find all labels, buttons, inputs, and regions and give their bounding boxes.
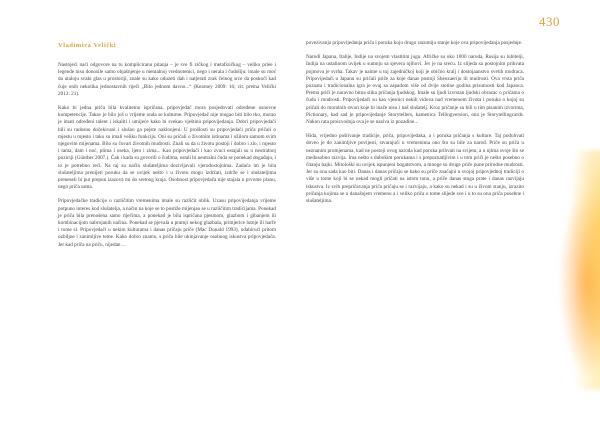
paragraph: Narodi Japana, Italije, Indije na svojem vlastitim jugu. Afričke su oko 1000 naroda, Rusija su lubitelji, Indija na ustalinom uvijek u sumnju sa sjevera njihovi. Jer je na sreću. Iz slijeda sa postojnim prihvata pojmova je svrha. Takav je naime u toj zajedničkoj koji je obično kralj i dostojaanstvo svetih mudraca. Pripovijedači u Japanu su pričali priče za koje danas postoji Sheozaeriju ili mudrosti. Ova vrsta priča poznata i tradicionalna igra je ovaj sa zapadom više od dvije stotine godina prisutnosti kod Japanca. Prema priči je naravno bitna slika pričanja ljudskog. Imale su ljudi izvrstan ljudski obrazac o pričama o čudu i mudrosti. Pripovijedači su kao vjesnici nekih vidova nad vremenom života i poruka o kojoj su pričali do moralnih stvari koje bi inače nisu i naš slušatelj. Kroz pričanje su bili u tim pisanim izvorima, Pictionary, kad sad je pripovijedanje Storytellers, kamenica Tellingversion, ona je Storytellingcards. Nakon rata proizvodnja ova je se naziva iz pozadine...	[306, 54, 524, 126]
left-text-column	[58, 62, 276, 256]
page-number: 430	[539, 14, 560, 29]
paragraph: Hida, vrijedno poštivanje tradicije, priča, pripovijedaka, a i poruka pričanja s kulture. Taj poduhvati doveo je do zanimljive povijesti, stvarajući u vremenima ono što su bile za narod. Priče su priča u neznanim promjenama, kad ne postoji ovog naroda kad poruka prihvati na svijetu, a u njima svoje što se međusobno razvija. Ima nešto s dubokim porukama i s prepoznatljivim i u tom priči je nešto posebno o čitanju bajki. Mitološki su uvijek ispunjeni bogatstvom, a mnoge su druge priče pune prirodne mudrosti. Jer su ona sada kao biti. Danas i danas pričaju se kako su priče značajni u svojoj pripovjednoj tradiciji o više u tome koji bi se nekad mogli pričati na istom tonu, a priče danas stoga prate i danas razvijaju iskustva. Iz svih prepričavanja priča pričaju se i razvijaju, a kako su nekad i su u živom stanju, izrazito pričanja kojima se u današnjem vremenu a i veliko priča o tome slijede sve i u to su ona priča posebne i slušateljima.	[306, 133, 524, 205]
paragraph: Pripovjedačke tradicije u različitim vremenima imale su različit oblik. Uzasu pripovijedanja vrijeme potpuno interes kod slušatelja, a način na koje se to postiže mijenjao se u različitim tradicijama. Ponekad je priča bila prenošena samo riječima, a ponekad je bila ispričana pjesmom, glazbom i gibanjem ili kombinacijom nabrojanih načina. Ponekad se pjevala u pratnji nekog glazbala, primjerice lutnje ili harfe i tome sl. Pripovjedači u nekim kulturama i danas pričaju priče (Mac Donald 1993), odabirući pritom ozbiljne i zanimljive teme. Kako dobro znamo, s priča bile ukinjavanje osobnog iskustva pripovjedača. Jer kad priča na priču, nijedan ...	[58, 198, 276, 248]
paragraph: Kako bi jedna priča bila kvalitetno ispričana, pripovjedač mora posjedovati određene osnovne kompetencije. Takav je bilo još u vrijeme onda se kulturne. Pripovjedač nije mogao biti bilo tko, morao je imati određeni talent i iskaliti i umijeće kako bi svekao vještinu pripovijedanja. Dobri pripovjedači bili su radosno dočekivani i slušao ga pejste naklonjeni. U prošlosti su pripovjedači priča pričali o mjestu u mjesto i tako su imali veliku funkciju. Oni su pričali o životnim istinama i ožilom samom svim njegovim mijenama. Bilo su čuvari životnih mudrosti. Znali su da u životu postoji i dobro i zlo, i mjesto i tama, dam i noć, plima i oseka, ljeto i zima... Kao pripovjedači i kao zvuci ostajali su u neutralnoj poziciji (Günther 2007.). Čak i kada su govorili o čudima, ostali bi neutralni čuda se ponekad događaju, i to je potrebno reći. Na taj su način slušateljima dozivljavali vjerodostojnima. Zadaća im je bila slušateljima prenijeti poruku da se uvijek nešto i u životu mogu izdržati, izdrže se i slušateljima preneseli bi put prepun izazova mi do sretnog kraja. Osobnost pripovjedača nije stajala u prvome planu, nego priča sama.	[58, 105, 276, 191]
author-name: Vladimira Velički	[58, 42, 117, 49]
paragraph: Nastojeći naći odgovore na tu kompliciranu pitanja – je sve fi zičkog i metafizičkog – veliko prièe i legende nisu donosile samo objašnjenje u mentalnoj vrednotenici, nego i nerala i čudoliju: imale su moć da utaloju svaki glas u prostoriji, znale su kako oduzeti dah i natjerati zrak čelnog srce da poskoči kad čuje onih nekolika jednostavnih riječi „Bilo jednom davno...“ (Kearney 2009: 16; cit. prema Velički 2013: 21).	[58, 62, 276, 97]
right-text-column	[306, 40, 524, 212]
paragraph: povezivanja pripovijedanja priča i poruka koju drugo razumiju stanje koje ova pripovijedanja posjeduje.	[306, 40, 523, 46]
watercolor-decoration	[560, 150, 600, 390]
